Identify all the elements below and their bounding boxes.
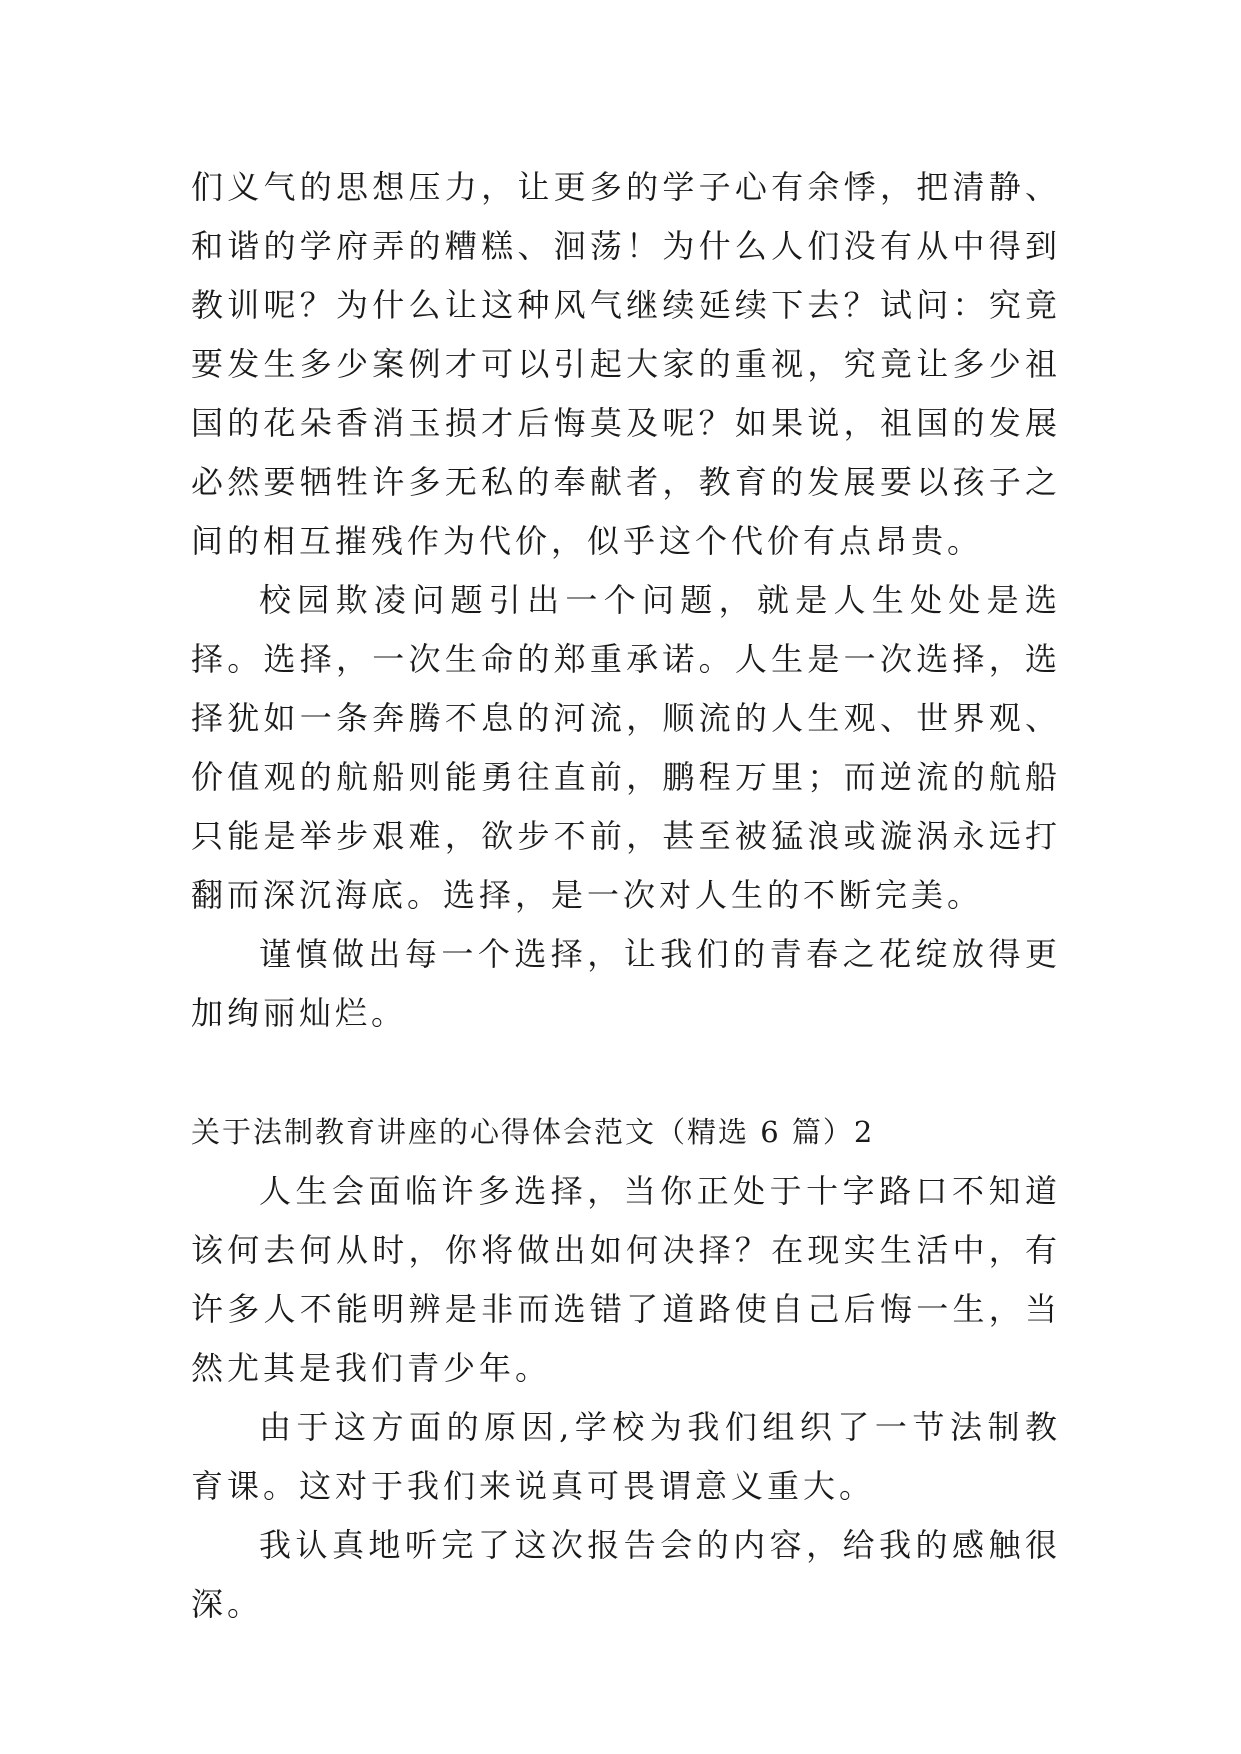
paragraph-report: 我认真地听完了这次报告会的内容，给我的感触很深。: [191, 1526, 1061, 1623]
paragraph-life-choices: 人生会面临许多选择，当你正处于十字路口不知道该何去何从时，你将做出如何决择？在现实生活中，有许多人不能明辨是非而选错了道路使自己后悔一生，当然尤其是我们青少年。: [191, 1172, 1061, 1387]
paragraph-conclusion: 谨慎做出每一个选择，让我们的青春之花绽放得更加绚丽灿烂。: [191, 935, 1061, 1032]
document-body: [191, 158, 1061, 1634]
paragraph-choice: 校园欺凌问题引出一个问题，就是人生处处是选择。选择，一次生命的郑重承诺。人生是一次选择，选择犹如一条奔腾不息的河流，顺流的人生观、世界观、价值观的航船则能勇往直前，鹏程万里；而逆流的航船只能是举步艰难，欲步不前，甚至被猛浪或漩涡永远打翻而深沉海底。选择，是一次对人生的不断完美。: [191, 581, 1061, 914]
section-title: 关于法制教育讲座的心得体会范文（精选 6 篇）2: [191, 1115, 875, 1149]
paragraph-continued: 们义气的思想压力，让更多的学子心有余悸，把清静、和谐的学府弄的糟糕、洄荡！为什么人们没有从中得到教训呢？为什么让这种风气继续延续下去？试问：究竟要发生多少案例才可以引起大家的重视，究竟让多少祖国的花朵香消玉损才后悔莫及呢？如果说，祖国的发展必然要牺牲许多无私的奉献者，教育的发展要以孩子之间的相互摧残作为代价，似乎这个代价有点昂贵。: [191, 168, 1061, 560]
paragraph-school-lesson: 由于这方面的原因,学校为我们组织了一节法制教育课。这对于我们来说真可畏谓意义重大。: [191, 1408, 1061, 1505]
section-gap: [191, 1043, 1061, 1103]
